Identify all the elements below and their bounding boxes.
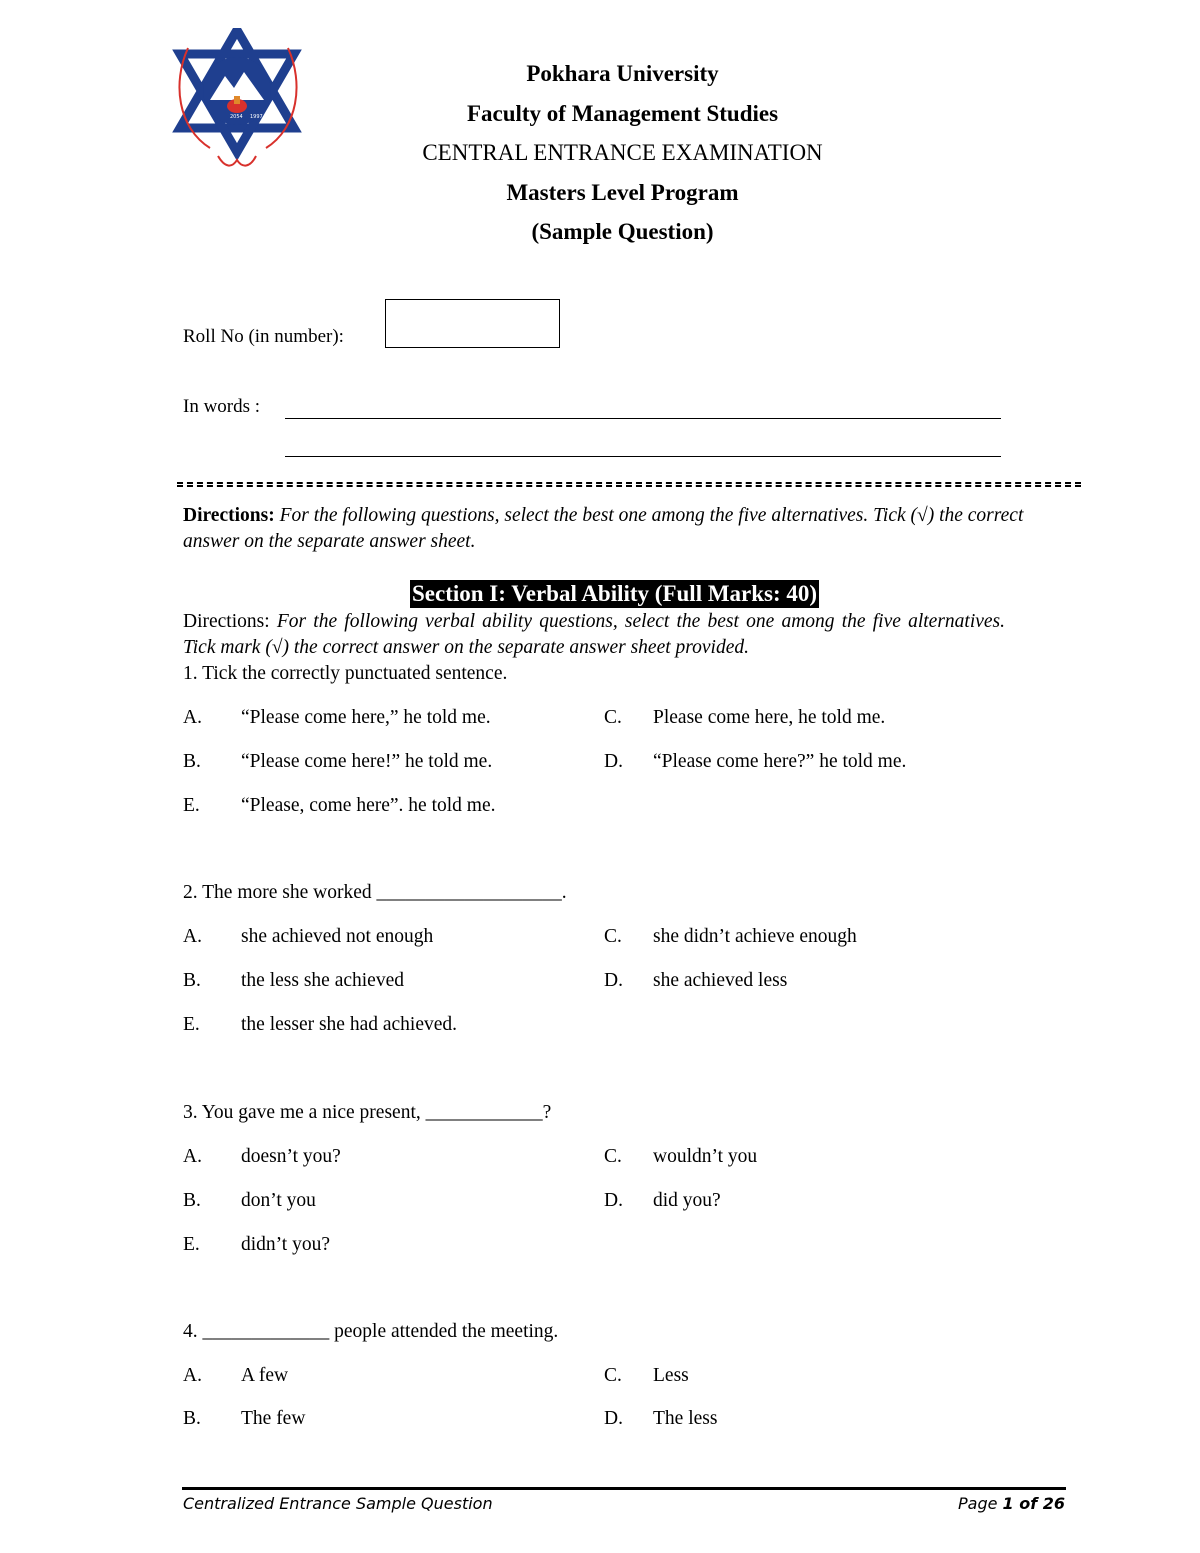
option-letter[interactable]: C.	[604, 1365, 622, 1386]
option-text[interactable]: did you?	[653, 1190, 721, 1211]
section-directions-label: Directions:	[183, 611, 270, 632]
general-directions	[183, 503, 1053, 555]
question-stem: 3. You gave me a nice present, ____________?	[183, 1102, 552, 1123]
option-letter[interactable]: A.	[183, 707, 202, 728]
section-directions-text: For the following verbal ability questions, select the best one among the five alternatives. Tick mark (√) the correct answer on the separate answer sheet provided.	[183, 611, 1006, 658]
option-text[interactable]: she achieved less	[653, 970, 788, 991]
option-letter[interactable]: B.	[183, 751, 201, 772]
option-letter[interactable]: A.	[183, 1146, 202, 1167]
in-words-label: In words :	[183, 396, 261, 417]
option-text[interactable]: don’t you	[241, 1190, 316, 1211]
in-words-line-1[interactable]	[285, 418, 1001, 419]
exam-title: CENTRAL ENTRANCE EXAMINATION	[422, 140, 823, 165]
page-of: of	[1013, 1494, 1043, 1513]
option-letter[interactable]: A.	[183, 926, 202, 947]
option-text[interactable]: she didn’t achieve enough	[653, 926, 857, 947]
option-text[interactable]: “Please come here,” he told me.	[241, 707, 491, 728]
option-text[interactable]: wouldn’t you	[653, 1146, 758, 1167]
page-total: 26	[1042, 1494, 1066, 1513]
option-text[interactable]: the lesser she had achieved.	[241, 1014, 458, 1035]
question-stem: 2. The more she worked ___________________.	[183, 882, 567, 903]
svg-text:2054: 2054	[230, 114, 243, 120]
section-directions	[183, 609, 1005, 661]
option-letter[interactable]: E.	[183, 1234, 200, 1255]
section-title: Section I: Verbal Ability (Full Marks: 40)	[412, 581, 818, 606]
option-letter[interactable]: C.	[604, 707, 622, 728]
directions-label: Directions:	[183, 505, 275, 526]
program-title: Masters Level Program	[506, 180, 739, 205]
svg-text:1997: 1997	[250, 114, 263, 120]
option-letter[interactable]: A.	[183, 1365, 202, 1386]
footer-rule	[182, 1487, 1066, 1490]
option-text[interactable]: The few	[241, 1408, 306, 1429]
option-text[interactable]: “Please, come here”. he told me.	[241, 795, 496, 816]
option-text[interactable]: A few	[241, 1365, 289, 1386]
option-letter[interactable]: D.	[604, 970, 623, 991]
roll-number-box[interactable]	[385, 299, 560, 348]
question-stem: 4. _____________ people attended the meeting.	[183, 1321, 559, 1342]
faculty-name: Faculty of Management Studies	[466, 101, 779, 126]
option-text[interactable]: Please come here, he told me.	[653, 707, 886, 728]
option-text[interactable]: the less she achieved	[241, 970, 404, 991]
option-letter[interactable]: D.	[604, 751, 623, 772]
option-text[interactable]: didn’t you?	[241, 1234, 331, 1255]
page-number	[958, 1494, 1065, 1513]
option-letter[interactable]: C.	[604, 926, 622, 947]
option-text[interactable]: “Please come here!” he told me.	[241, 751, 493, 772]
option-letter[interactable]: E.	[183, 795, 200, 816]
option-text[interactable]: she achieved not enough	[241, 926, 434, 947]
page-prefix: Page	[958, 1494, 1003, 1513]
separator	[177, 482, 1081, 487]
option-letter[interactable]: D.	[604, 1408, 623, 1429]
option-letter[interactable]: D.	[604, 1190, 623, 1211]
question-stem: 1. Tick the correctly punctuated sentence.	[183, 663, 508, 684]
option-text[interactable]: “Please come here?” he told me.	[653, 751, 907, 772]
directions-text: For the following questions, select the best one among the five alternatives. Tick (√) the correct answer on the separate answer sheet.	[183, 505, 1024, 552]
roll-number-label: Roll No (in number):	[183, 326, 344, 347]
university-name: Pokhara University	[526, 61, 719, 86]
footer-title: Centralized Entrance Sample Question	[183, 1494, 493, 1513]
page-current: 1	[1002, 1494, 1014, 1513]
option-text[interactable]: The less	[653, 1408, 718, 1429]
option-letter[interactable]: B.	[183, 1190, 201, 1211]
option-letter[interactable]: E.	[183, 1014, 200, 1035]
subtitle: (Sample Question)	[531, 219, 714, 244]
option-letter[interactable]: B.	[183, 1408, 201, 1429]
in-words-line-2[interactable]	[285, 456, 1001, 457]
option-letter[interactable]: B.	[183, 970, 201, 991]
option-text[interactable]: doesn’t you?	[241, 1146, 341, 1167]
option-letter[interactable]: C.	[604, 1146, 622, 1167]
option-text[interactable]: Less	[653, 1365, 689, 1386]
